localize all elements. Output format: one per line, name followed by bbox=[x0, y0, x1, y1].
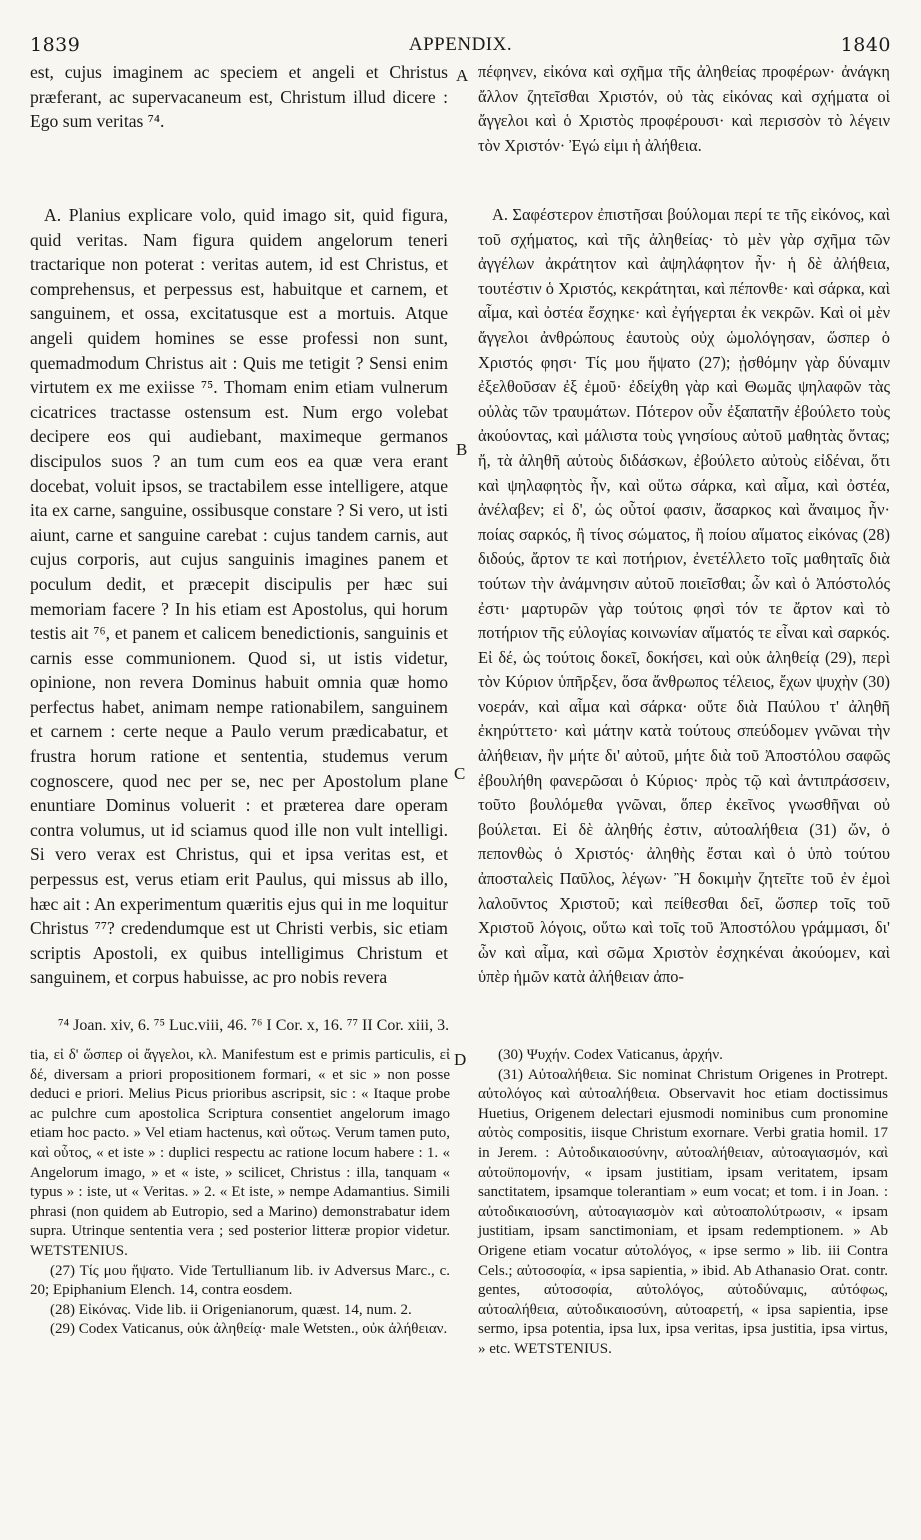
margin-letter-b: B bbox=[456, 440, 468, 459]
greek-paragraph-2: Α. Σαφέστερον ἐπιστῆσαι βούλομαι περί τε τῆς εἰκόνος, καὶ τοῦ σχήματος, καὶ τῆς ἀληθείας· τὸ μὲν γὰρ σχῆμα τῶν ἀγγέλων ἀκράτητον καὶ ἀψηλάφητον ἦν· ἡ δὲ ἀλήθεια, τουτέστιν ὁ Χριστός, κεκράτηται, καὶ πέπονθε· καὶ σάρκα, καὶ αἷμα, καὶ ὀστέα ἔσχηκε· καὶ ἐγήγερται ἐκ νεκρῶν. Καὶ οἱ μὲν ἄγγελοι ἀνθρώπους ἑαυτοὺς οὐχ ὡμολόγησαν, ὥσπερ ὁ Χριστός φησι· Τίς μου ἥψατο (27); ᾐσθόμην γὰρ δύναμιν ἐξελθοῦσαν ἐξ ἐμοῦ· ἐδείχθη γὰρ καὶ Θωμᾶς ψηλαφῶν τὰς οὐλὰς τῶν τραυμάτων. Πότερον οὖν ἐξαπατῆν ἐβούλετο τοὺς ἀκούοντας, καὶ μάλιστα τοὺς γνησίους αὐτοῦ μαθητὰς ὄντας; ἤ, τὰ ἀληθῆ αὐτοὺς διδάσκων, ἐβούλετο αὐτοὺς εἰδέναι, ὅτι καὶ ψηλαφητὸς ἦν, καὶ οὕτω σάρκα, καὶ αἷμα, καὶ ὀστέα, ἀνέλαβεν; εἰ δ', ὡς οὗτοί φασιν, ἄσαρκος καὶ ἄναιμος ἦν· ποίας σαρκός, ἢ τίνος σώματος, ἢ ποίου αἵματος εἰκόνας (28) διδούς, ἄρτον τε καὶ ποτήριον, ἐνετέλλετο τοῖς μαθηταῖς διὰ τούτων τὴν ἀνάμνησιν αὐτοῦ ποιεῖσθαι; ὧν καὶ ὁ Ἀπόστολός ἐστι· μαρτυρῶν γὰρ τούτοις φησὶ τόν τε ἄρτον καὶ τὸ ποτήριον τῆς εὐλογίας κοινωνίαν αἵματός τε εἶναι καὶ σαρκός. Εἰ δέ, ὡς τούτοις δοκεῖ, δοκήσει, καὶ οὐκ ἀληθείᾳ (29), περὶ τὸν Κύριον ὑπῆρξεν, ὅσα ἄνθρωπος τέλειος, ἔχων ψυχὴν (30) νοεράν, καὶ αἷμα καὶ σάρκα· οὔτε διὰ Παύλου τ' ἀληθῆ ἐκηρύττετο· καὶ μάτην κατὰ τούτους σπεύδομεν γνῶναι τὴν ἀλήθειαν, ἣν μήτε δι' αὐτοῦ, μήτε διὰ τοῦ Ἀποστόλου σαφῶς ἐβουλήθη φανερῶσαι ὁ Κύριος· πρὸς τῷ καὶ ἀντιπράσσειν, τοῦτο βουλόμεθα γνῶναι, ὅπερ ἐκεῖνος γνωσθῆναι οὐ βούλεται. Εἰ δὲ ἀληθής ἐστιν, αὐτοαλήθεια (31) ὤν, ὁ πεπονθὼς ὁ Χριστός· ἀληθὴς ἔσται καὶ ὁ ὑπὸ τούτου ἀποσταλεὶς Παῦλος, λέγων· Ἢ δοκιμὴν ζητεῖτε τοῦ ἐν ἐμοὶ λαλοῦντος Χριστοῦ; καὶ πείθεσθαι δεῖ, ὥσπερ τοῖς τοῦ Χριστοῦ λόγοις, οὕτω καὶ τοῖς τοῦ Ἀποστόλου γράμμασι, δι' ὧν καὶ αἷμα, καὶ σῶμα Χριστὸν ἐσχηκέναι ἀκούομεν, καὶ ὑπὲρ ἡμῶν κατὰ ἀλήθειαν ἀπο- bbox=[478, 205, 890, 987]
note-27: (27) Τίς μου ἥψατο. Vide Tertullianum lib. iv Adversus Marc., c. 20; Epiphanium Elench. 14, contra eosdem. bbox=[30, 1262, 450, 1299]
page-number-right: 1840 bbox=[840, 34, 891, 56]
note-31: (31) Αὐτοαλήθεια. Sic nominat Christum Origenes in Protrept. αὐτολόγος καὶ αὐτοαλήθεια. Observavit hoc etiam doctissimus Huetius, Origenem delectari ejusmodi nominibus cum pronomine αὐτὸς compositis, iisque Christum exornare. Verbi gratia homil. 17 in Jerem. : Αὐτοδικαιοσύνην, αὐτοαλήθειαν, αὐτοαγιασμόν, καὶ αὐτοϋπομονήν, « ipsam justitiam, ipsam veritatem, ipsam sanctitatem, ipsamque tolerantiam » eum vocat; et tom. i in Joan. : αὐτοδικαιοσύνη, αὐτοαγιασμὸν καὶ αὐτοαπολύτρωσιν, « ipsam justitiam, ipsam sanctimoniam, et ipsam redemptionem. » Ab Origene etiam vocatur αὐτολόγος, « ipse sermo » lib. iii Contra Cels.; αὐτοσοφία, « ipsa sapientia, » ibid. Ab Athanasio Orat. contr. gentes, αὐτοσοφία, αὐτολόγος, αὐτοδύναμις, αὐτόφως, αὐτοαλήθεια, αὐτοδικαιοσύνη, αὐτοαρετή, « ipsa sapientia, ipse sermo, ipsa potentia, ipsa lux, ipsa veritas, ipsa justitia, ipsa virtus, » etc. WETSTENIUS. bbox=[478, 1066, 888, 1357]
notes-left-column bbox=[30, 1046, 450, 1340]
page-number-left: 1839 bbox=[30, 34, 81, 56]
margin-letter-c: C bbox=[454, 764, 466, 783]
margin-letter-a: A bbox=[456, 66, 469, 85]
notes-right-column bbox=[478, 1046, 888, 1360]
scripture-footnotes: ⁷⁴ Joan. xiv, 6. ⁷⁵ Luc.viii, 46. ⁷⁶ I Cor. x, 16. ⁷⁷ II Cor. xiii, 3. bbox=[58, 1017, 450, 1034]
greek-column-intro bbox=[478, 60, 890, 158]
note-29: (29) Codex Vaticanus, οὐκ ἀληθείᾳ· male Wetsten., οὐκ ἀλήθειαν. bbox=[50, 1321, 448, 1338]
note-28: (28) Εἰκόνας. Vide lib. ii Origenianorum, quæst. 14, num. 2. bbox=[50, 1301, 412, 1318]
greek-column-main bbox=[478, 203, 890, 990]
note-30: (30) Ψυχήν. Codex Vaticanus, ἀρχήν. bbox=[498, 1047, 723, 1063]
margin-letter-d: D bbox=[454, 1050, 467, 1069]
running-title: APPENDIX. bbox=[408, 34, 513, 55]
latin-paragraph-1: est, cujus imaginem ac speciem et angeli et Christus præferant, ac supervacaneum est, Christum illud dicere : Ego sum veritas ⁷⁴. bbox=[30, 62, 448, 132]
latin-column-intro bbox=[30, 60, 448, 134]
latin-column-main bbox=[30, 203, 448, 990]
greek-paragraph-1: πέφηνεν, εἰκόνα καὶ σχῆμα τῆς ἀληθείας προφέρων· ἀνάγκη ἄλλον ζητεῖσθαι Χριστόν, οὐ τὰς εἰκόνας καὶ σχήματα οἱ ἄγγελοι καὶ ὁ Χριστὸς προφέρουσι· καὶ περισσὸν τὸ λέγειν τὸν Χριστόν· Ἐγώ εἰμι ἡ ἀλήθεια. bbox=[478, 62, 890, 155]
note-left-0: tia, εἰ δ' ὥσπερ οἱ ἄγγελοι, κλ. Manifestum est e primis particulis, εἰ δέ, diversam a priori propositionem formari, « et sic » non posse deduci e priori. Melius Picus prioribus ascripsit, sic : « Itaque probe ac pulchre cum apostolica Scriptura consentiet angelorum imago etiam hoc pacto. » Vel etiam hactenus, καὶ οὕτως. Verum tamen puto, καὶ οὗτος, « et iste » : duplici respectu ac ratione locum habere : 1. « Angelorum imago, » et « iste, » scilicet, Christus : illa, tanquam « typus » : iste, ut « Veritas. » 2. « Et iste, » nempe Adamantius. Simili phrasi (non quidem ab Eutropio, sed a Marino) demonstrabatur idem supra. Utrinque sententia vera ; sed posterior litteræ propior videtur. WETSTENIUS. bbox=[30, 1047, 450, 1259]
latin-paragraph-2: A. Planius explicare volo, quid imago sit, quid figura, quid veritas. Nam figura quidem angelorum teneri tractarique non poterat : veritas autem, id est Christus, et comprehensus, et perpessus est, habuitque et carnem, et sanguinem, et ossa, excitatusque est a mortuis. Atque angeli quidem homines se esse professi non sunt, quemadmodum Christus ait : Quis me tetigit ? Sensi enim virtutem ex me exiisse ⁷⁵. Thomam enim etiam vulnerum cicatrices tractasse ostensum est. Num ergo volebat decipere eos qui audiebant, maximeque germanos discipulos suos ? an tum cum eos ea quæ vera erant docebat, voluit ipsos, se tractabilem esse intelligere, atque ita ex carne, sanguine, ossibusque constare ? Si vero, ut isti aiunt, carne et sanguine carebat : cujus tandem carnis, aut cujus corporis, aut cujus sanguinis imagines panem et poculum dedit, et præcepit discipulis per hæc sui memoriam facere ? In his etiam est Apostolus, qui horum testis ait ⁷⁶, et panem et calicem benedictionis, sanguinis et carnis esse communionem. Quod si, ut istis videtur, opinione, non revera Dominus habuit omnia quæ homo perfectus habet, animam nempe rationabilem, sanguinem et carnem : certe neque a Paulo verum prædicabatur, et frustra horum ratione et sententia, studemus verum cognoscere, quod nec per se, nec per Apostolum plane enuntiare Dominus voluerit : et præterea dare operam contra volumus, ut id sciamus quod ille non vult intelligi. Si vero verax est Christus, qui et ipsa veritas est, et perpessus est, verus etiam erit Paulus, qui missus ab illo, hæc ait : An experimentum quæritis ejus qui in me loquitur Christus ⁷⁷? credendumque est ut Christi verbis, sic etiam scriptis Apostoli, ex quibus intelligimus Christum et sanguinem, et corpus habuisse, ac pro nobis revera bbox=[30, 205, 448, 988]
